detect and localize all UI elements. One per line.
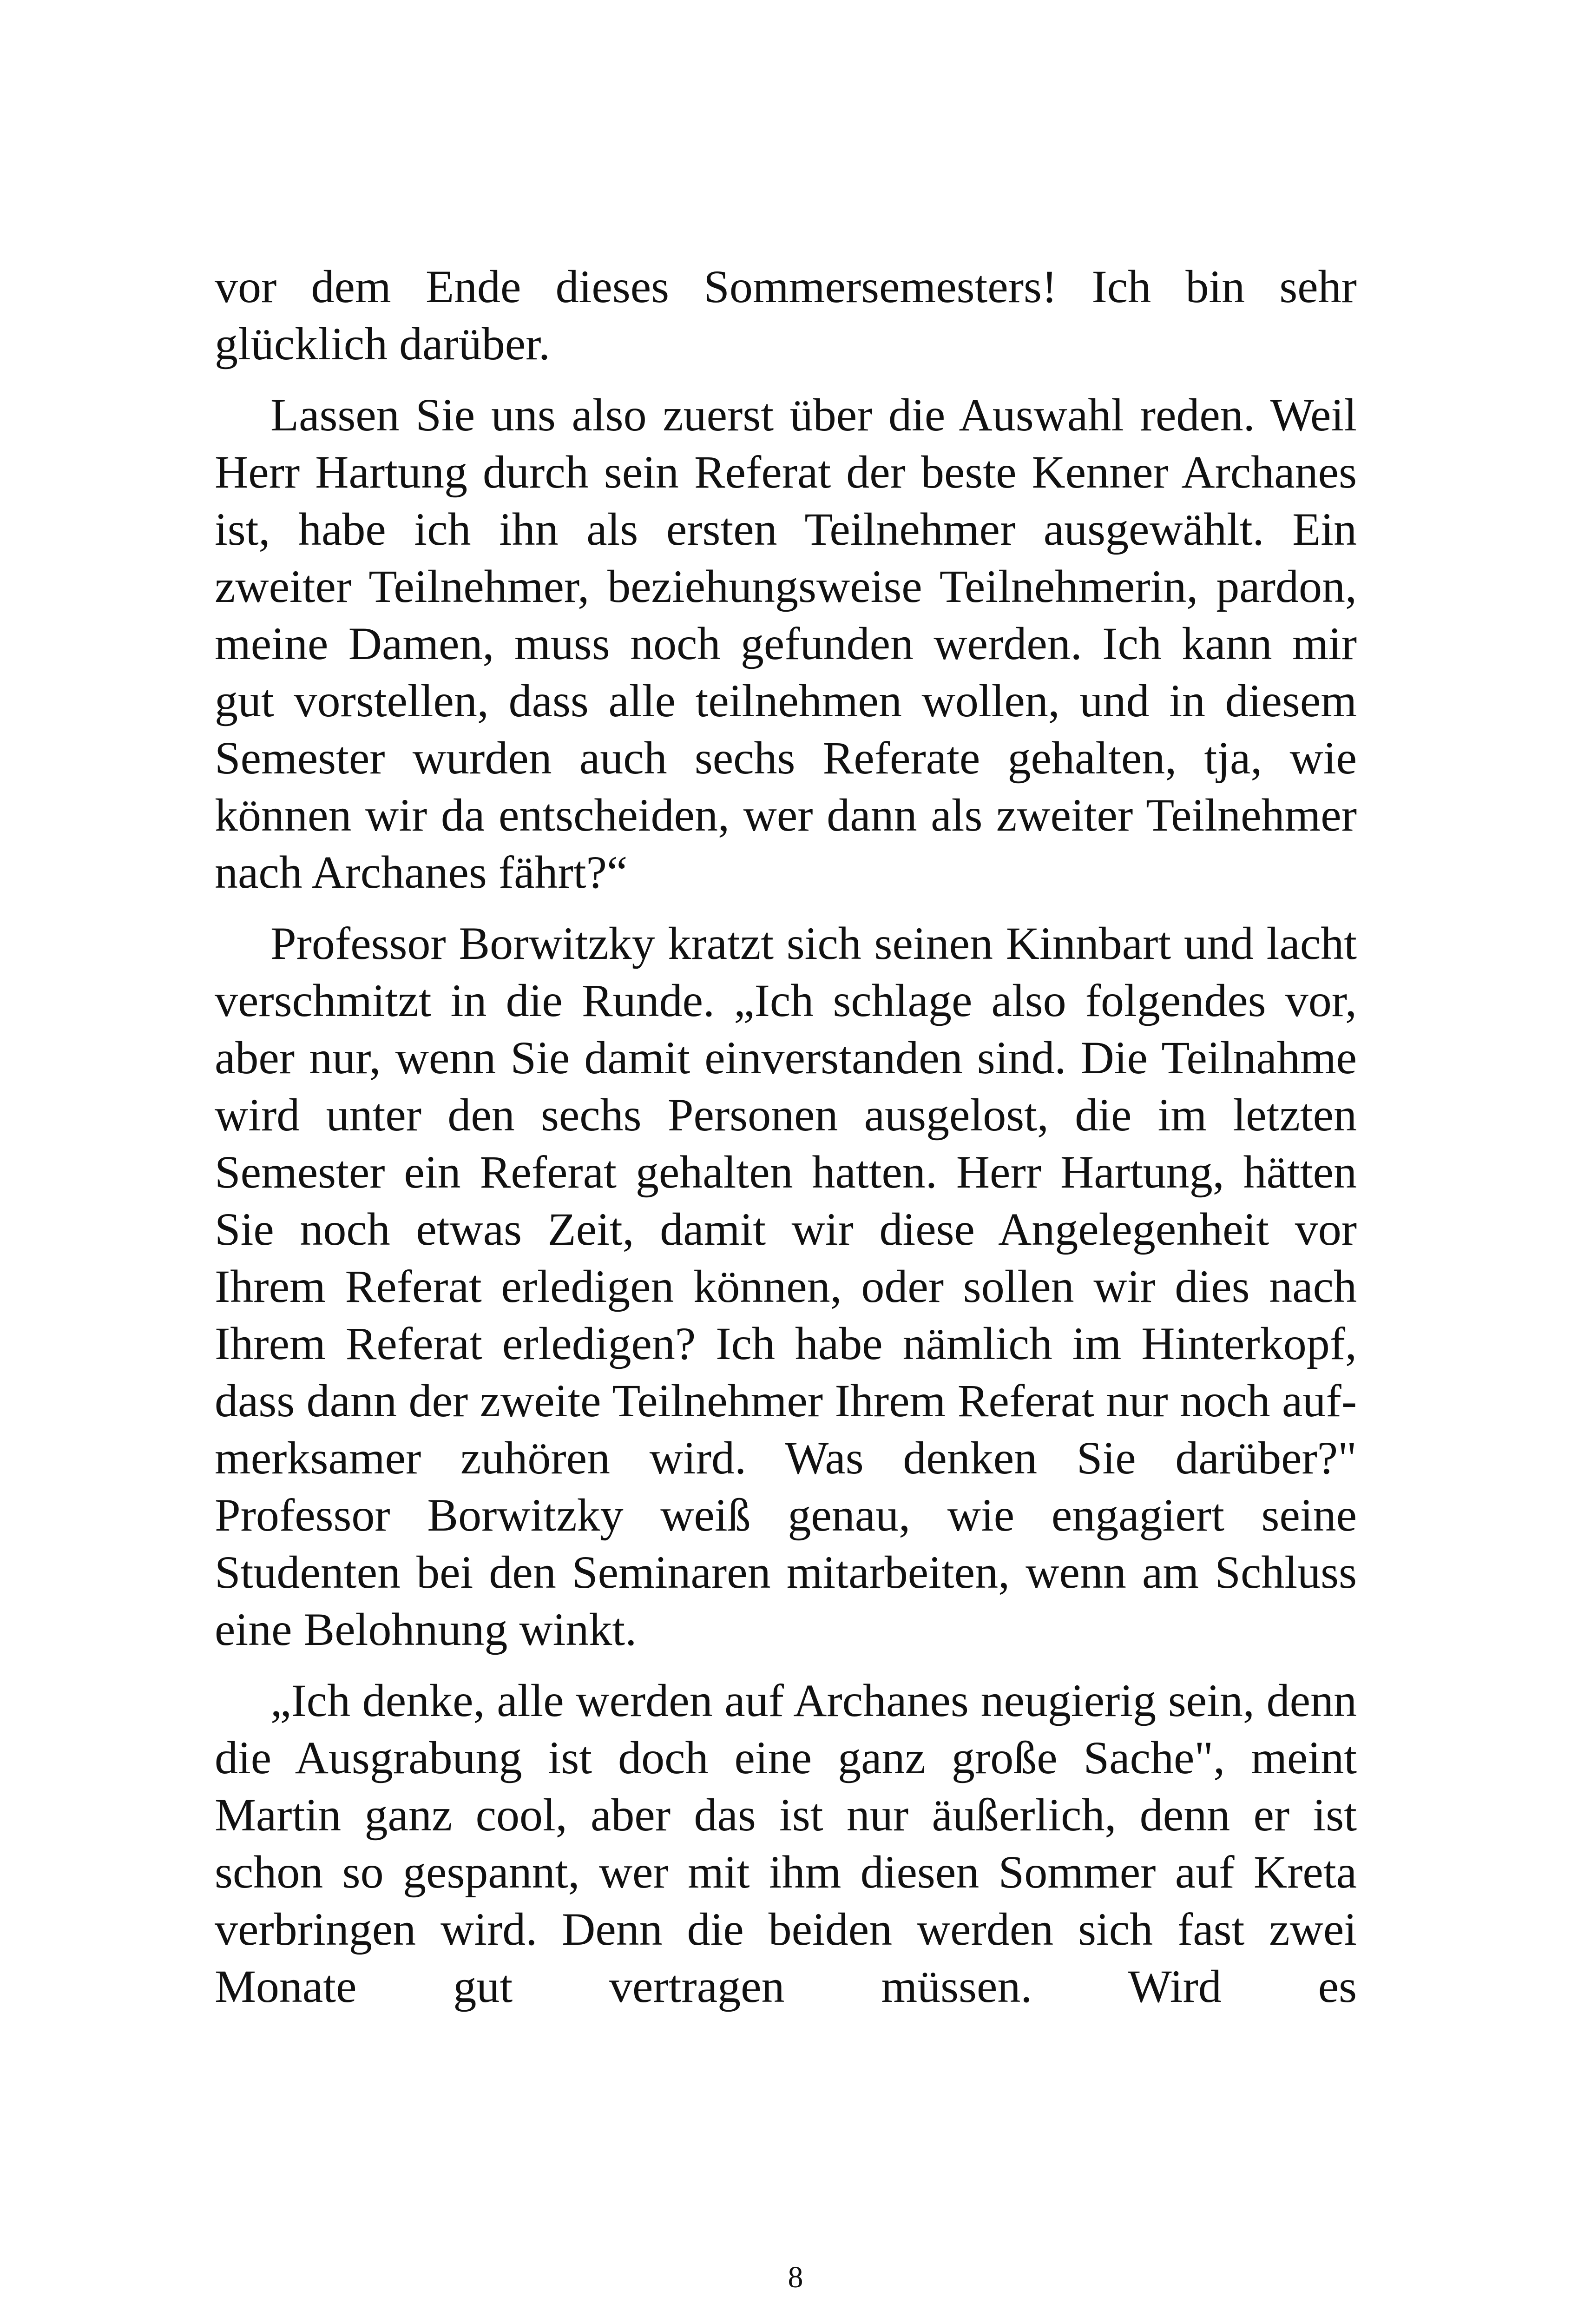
paragraph-2: Lassen Sie uns also zuerst über die Auswahl reden. Weil Herr Hartung durch sein Referat der beste Kenner Archanes ist, habe ich ihn als ersten Teilnehmer ausgewählt. Ein zweiter Teilnehmer, beziehungsweise Teilnehmerin, pardon, meine Damen, muss noch gefunden werden. Ich kann mir gut vorstellen, dass alle teilnehmen wollen, und in diesem Semester wurden auch sechs Referate gehalten, tja, wie können wir da entscheiden, wer dann als zweiter Teilnehmer nach Archanes fährt?“ — [215, 389, 1357, 898]
page-number: 8 — [788, 2260, 803, 2294]
page-body — [215, 258, 1357, 2029]
paragraph-3: Professor Borwitzky kratzt sich seinen Kinnbart und lacht verschmitzt in die Runde. „Ich schlage also folgendes vor, aber nur, wenn Sie damit einverstanden sind. Die Teilnahme wird unter den sechs Personen ausgelost, die im letzten Semester ein Referat gehalten hatten. Herr Hartung, hätten Sie noch etwas Zeit, damit wir diese Angelegenheit vor Ihrem Referat erledigen können, oder sollen wir dies nach Ihrem Referat erledigen? Ich habe nämlich im Hinterkopf, dass dann der zweite Teilnehmer Ihrem Referat nur noch aufmerksamer zuhören wird. Was denken Sie darüber?" Professor Borwitzky weiß genau, wie engagiert seine Studenten bei den Seminaren mitarbeiten, wenn am Schluss eine Belohnung winkt. — [215, 918, 1357, 1655]
paragraph-1: vor dem Ende dieses Sommersemesters! Ich bin sehr glücklich darüber. — [215, 261, 1357, 370]
paragraph-4: „Ich denke, alle werden auf Archanes neugierig sein, denn die Ausgrabung ist doch eine ganz große Sache", meint Martin ganz cool, aber das ist nur äußerlich, denn er ist schon so gespannt, wer mit ihm diesen Sommer auf Kreta verbringen wird. Denn die beiden werden sich fast zwei Monate gut vertragen müssen. Wird es — [215, 1675, 1357, 2012]
